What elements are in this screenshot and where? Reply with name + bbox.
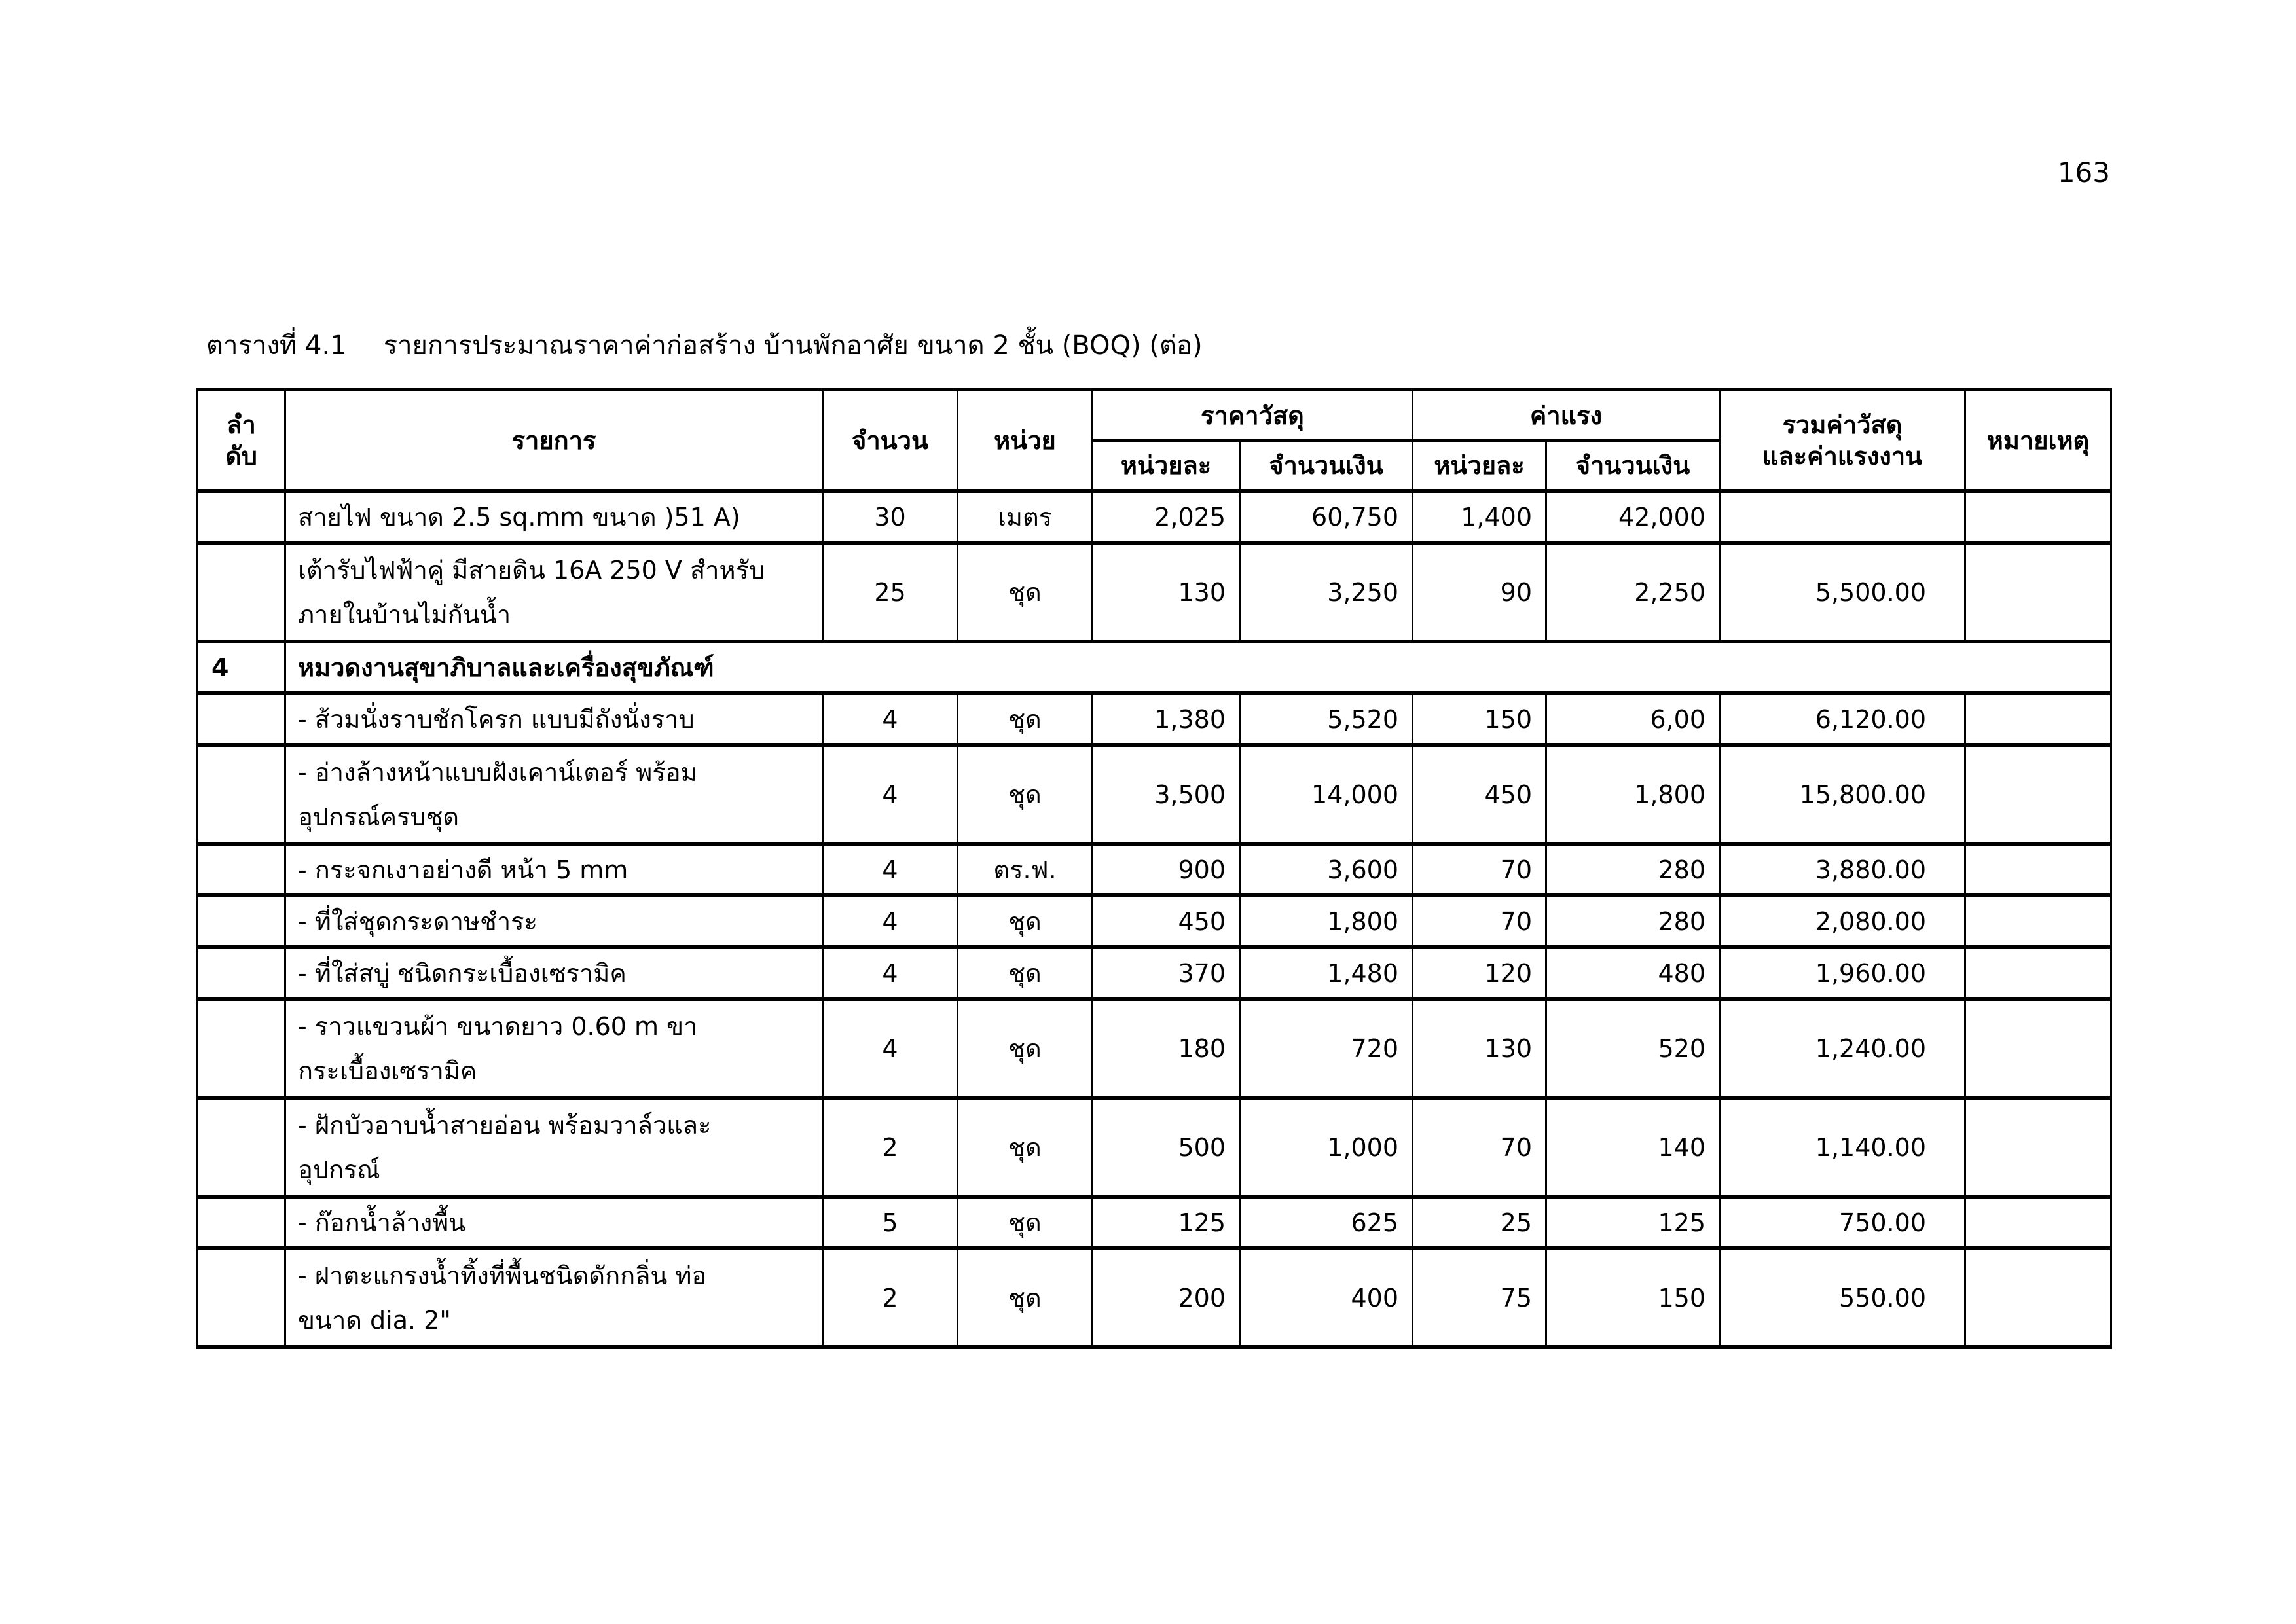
row-remark — [1965, 844, 2111, 895]
row-item — [285, 1098, 823, 1197]
row-material-amount: 400 — [1240, 1248, 1413, 1347]
row-item — [285, 947, 823, 999]
row-total: 3,880.00 — [1720, 844, 1965, 895]
row-material-per-unit: 450 — [1093, 895, 1240, 947]
row-material-amount: 3,250 — [1240, 543, 1413, 641]
row-remark — [1965, 693, 2111, 745]
row-material-per-unit: 2,025 — [1093, 491, 1240, 543]
row-total: 5,500.00 — [1720, 543, 1965, 641]
header-item: รายการ — [285, 389, 823, 491]
row-seq — [198, 1098, 285, 1197]
row-qty: 4 — [823, 745, 958, 844]
table-section — [198, 641, 2111, 693]
row-total: 750.00 — [1720, 1197, 1965, 1248]
section-seq: 4 — [198, 641, 285, 693]
row-item-line: - ที่ใส่สบู่ ชนิดกระเบื้องเซรามิค — [298, 958, 627, 988]
row-material-amount: 1,800 — [1240, 895, 1413, 947]
row-labor-amount: 1,800 — [1546, 745, 1720, 844]
row-qty: 4 — [823, 895, 958, 947]
row-item-line: เต้ารับไฟฟ้าคู่ มีสายดิน 16A 250 V สำหรับ — [298, 555, 765, 585]
row-labor-per-unit: 75 — [1413, 1248, 1546, 1347]
row-remark — [1965, 1248, 2111, 1347]
row-seq — [198, 745, 285, 844]
row-labor-per-unit: 70 — [1413, 844, 1546, 895]
row-item-line: ภายในบ้านไม่กันน้ำ — [298, 600, 511, 629]
row-labor-per-unit: 130 — [1413, 999, 1546, 1098]
table-row — [198, 999, 2111, 1098]
row-remark — [1965, 745, 2111, 844]
table-row — [198, 745, 2111, 844]
row-item — [285, 895, 823, 947]
row-unit: ชุด — [958, 543, 1093, 641]
row-item — [285, 1248, 823, 1347]
row-total: 550.00 — [1720, 1248, 1965, 1347]
row-total — [1720, 491, 1965, 543]
row-labor-amount: 6,00 — [1546, 693, 1720, 745]
row-material-per-unit: 200 — [1093, 1248, 1240, 1347]
row-material-amount: 14,000 — [1240, 745, 1413, 844]
row-item — [285, 693, 823, 745]
section-row — [198, 641, 2111, 693]
row-labor-amount: 125 — [1546, 1197, 1720, 1248]
row-material-amount: 625 — [1240, 1197, 1413, 1248]
row-item — [285, 491, 823, 543]
row-item-line: - อ่างล้างหน้าแบบฝังเคาน์เตอร์ พร้อม — [298, 757, 697, 787]
row-remark — [1965, 491, 2111, 543]
row-seq — [198, 1197, 285, 1248]
table-caption — [206, 327, 1203, 364]
row-unit: ชุด — [958, 1098, 1093, 1197]
table-row — [198, 1098, 2111, 1197]
table-row — [198, 844, 2111, 895]
row-seq — [198, 947, 285, 999]
row-labor-per-unit: 150 — [1413, 693, 1546, 745]
row-labor-amount: 280 — [1546, 895, 1720, 947]
row-seq — [198, 999, 285, 1098]
row-material-amount: 720 — [1240, 999, 1413, 1098]
row-total: 15,800.00 — [1720, 745, 1965, 844]
header-labor-group: ค่าแรง — [1413, 389, 1720, 441]
row-total: 1,240.00 — [1720, 999, 1965, 1098]
row-unit: ชุด — [958, 895, 1093, 947]
row-item-line: อุปกรณ์ครบชุด — [298, 802, 460, 831]
row-remark — [1965, 1197, 2111, 1248]
header-remark: หมายเหตุ — [1965, 389, 2111, 491]
row-item — [285, 1197, 823, 1248]
row-qty: 25 — [823, 543, 958, 641]
row-seq — [198, 844, 285, 895]
row-item — [285, 844, 823, 895]
row-material-per-unit: 1,380 — [1093, 693, 1240, 745]
row-seq — [198, 543, 285, 641]
row-item-line: กระเบื้องเซรามิค — [298, 1056, 477, 1085]
row-item-line: - ส้วมนั่งราบชักโครก แบบมีถังนั่งราบ — [298, 704, 695, 734]
row-seq — [198, 1248, 285, 1347]
table-row — [198, 1197, 2111, 1248]
row-labor-amount: 480 — [1546, 947, 1720, 999]
row-labor-amount: 2,250 — [1546, 543, 1720, 641]
table-row — [198, 895, 2111, 947]
row-labor-amount: 42,000 — [1546, 491, 1720, 543]
table-body-upper — [198, 491, 2111, 641]
row-remark — [1965, 947, 2111, 999]
row-unit: ตร.ฟ. — [958, 844, 1093, 895]
header-seq: ลำ ดับ — [198, 389, 285, 491]
row-item-line: ขนาด dia. 2" — [298, 1305, 451, 1335]
row-item — [285, 999, 823, 1098]
row-unit: เมตร — [958, 491, 1093, 543]
row-material-per-unit: 130 — [1093, 543, 1240, 641]
row-labor-amount: 520 — [1546, 999, 1720, 1098]
row-unit: ชุด — [958, 1248, 1093, 1347]
row-material-amount: 1,000 — [1240, 1098, 1413, 1197]
row-total: 1,140.00 — [1720, 1098, 1965, 1197]
row-material-amount: 3,600 — [1240, 844, 1413, 895]
row-labor-per-unit: 70 — [1413, 1098, 1546, 1197]
table-caption-title: รายการประมาณราคาค่าก่อสร้าง บ้านพักอาศัย ขนาด 2 ชั้น (BOQ) (ต่อ) — [383, 331, 1203, 361]
table-row — [198, 1248, 2111, 1347]
row-labor-per-unit: 1,400 — [1413, 491, 1546, 543]
table-row — [198, 693, 2111, 745]
row-qty: 4 — [823, 844, 958, 895]
row-qty: 5 — [823, 1197, 958, 1248]
row-material-per-unit: 900 — [1093, 844, 1240, 895]
row-labor-per-unit: 25 — [1413, 1197, 1546, 1248]
row-material-per-unit: 500 — [1093, 1098, 1240, 1197]
row-remark — [1965, 543, 2111, 641]
row-item — [285, 543, 823, 641]
header-material-amount: จำนวนเงิน — [1240, 441, 1413, 491]
row-remark — [1965, 1098, 2111, 1197]
row-labor-per-unit: 450 — [1413, 745, 1546, 844]
row-unit: ชุด — [958, 1197, 1093, 1248]
row-total: 2,080.00 — [1720, 895, 1965, 947]
row-seq — [198, 491, 285, 543]
row-material-amount: 5,520 — [1240, 693, 1413, 745]
row-total: 1,960.00 — [1720, 947, 1965, 999]
row-item-line: - ฝาตะแกรงน้ำทิ้งที่พื้นชนิดดักกลิ่น ท่อ — [298, 1261, 707, 1290]
row-material-per-unit: 125 — [1093, 1197, 1240, 1248]
table-row — [198, 491, 2111, 543]
row-labor-amount: 280 — [1546, 844, 1720, 895]
row-qty: 2 — [823, 1098, 958, 1197]
row-remark — [1965, 999, 2111, 1098]
table-caption-label: ตารางที่ 4.1 — [206, 331, 347, 361]
row-item-line: - ที่ใส่ชุดกระดาษชำระ — [298, 907, 538, 936]
row-item — [285, 745, 823, 844]
table-body-lower — [198, 693, 2111, 1347]
page-number: 163 — [2057, 156, 2110, 189]
header-qty: จำนวน — [823, 389, 958, 491]
row-material-per-unit: 3,500 — [1093, 745, 1240, 844]
header-row — [198, 389, 2111, 441]
row-material-per-unit: 370 — [1093, 947, 1240, 999]
row-labor-amount: 150 — [1546, 1248, 1720, 1347]
row-total: 6,120.00 — [1720, 693, 1965, 745]
row-item-line: อุปกรณ์ — [298, 1155, 380, 1184]
row-material-amount: 60,750 — [1240, 491, 1413, 543]
table-row — [198, 947, 2111, 999]
row-qty: 4 — [823, 999, 958, 1098]
row-labor-per-unit: 90 — [1413, 543, 1546, 641]
row-seq — [198, 895, 285, 947]
row-item-line: สายไฟ ขนาด 2.5 sq.mm ขนาด )51 A) — [298, 502, 740, 532]
row-qty: 4 — [823, 693, 958, 745]
row-item-line: - ฝักบัวอาบน้ำสายอ่อน พร้อมวาล์วและ — [298, 1110, 712, 1140]
row-qty: 30 — [823, 491, 958, 543]
row-item-line: - ราวแขวนผ้า ขนาดยาว 0.60 m ขา — [298, 1011, 698, 1041]
header-material-per-unit: หน่วยละ — [1093, 441, 1240, 491]
section-title: หมวดงานสุขาภิบาลและเครื่องสุขภัณฑ์ — [285, 641, 2111, 693]
row-material-amount: 1,480 — [1240, 947, 1413, 999]
header-material-group: ราคาวัสดุ — [1093, 389, 1413, 441]
row-qty: 4 — [823, 947, 958, 999]
table-row — [198, 543, 2111, 641]
boq-table — [196, 388, 2112, 1349]
row-unit: ชุด — [958, 693, 1093, 745]
row-unit: ชุด — [958, 745, 1093, 844]
header-labor-amount: จำนวนเงิน — [1546, 441, 1720, 491]
row-seq — [198, 693, 285, 745]
row-qty: 2 — [823, 1248, 958, 1347]
row-labor-per-unit: 70 — [1413, 895, 1546, 947]
row-labor-amount: 140 — [1546, 1098, 1720, 1197]
header-labor-per-unit: หน่วยละ — [1413, 441, 1546, 491]
row-material-per-unit: 180 — [1093, 999, 1240, 1098]
row-item-line: - กระจกเงาอย่างดี หน้า 5 mm — [298, 855, 629, 884]
row-unit: ชุด — [958, 999, 1093, 1098]
row-item-line: - ก๊อกน้ำล้างพื้น — [298, 1208, 466, 1237]
header-unit: หน่วย — [958, 389, 1093, 491]
row-labor-per-unit: 120 — [1413, 947, 1546, 999]
header-total: รวมค่าวัสดุ และค่าแรงงาน — [1720, 389, 1965, 491]
row-remark — [1965, 895, 2111, 947]
row-unit: ชุด — [958, 947, 1093, 999]
